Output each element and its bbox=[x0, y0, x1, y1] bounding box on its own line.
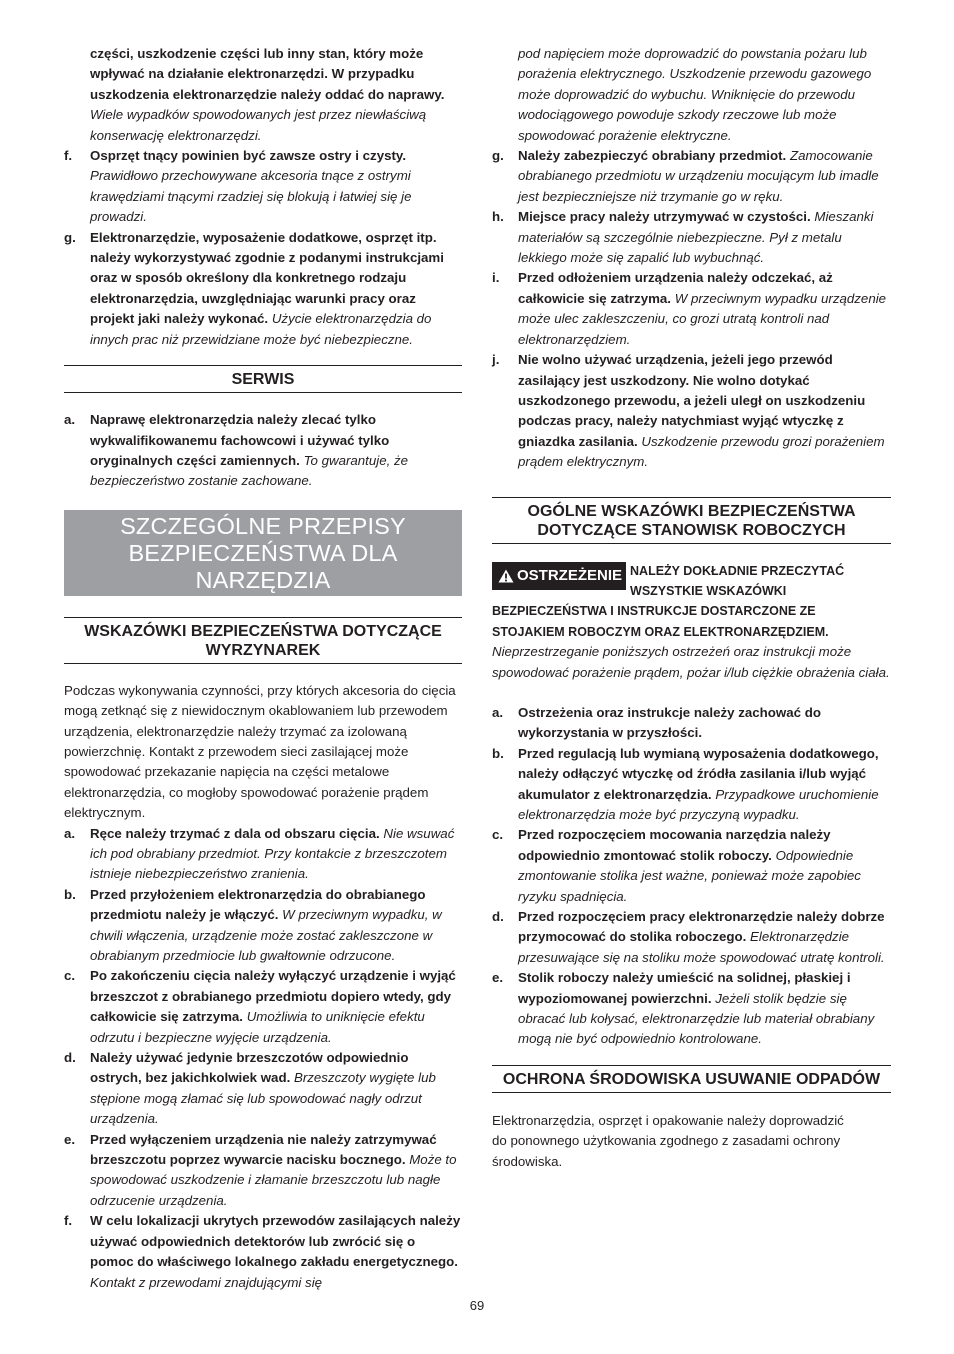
list-item-e bbox=[492, 968, 891, 1050]
list-item-i bbox=[492, 268, 891, 350]
list-item-c bbox=[64, 966, 462, 1048]
item-bold-text: W celu lokalizacji ukrytych przewodów zasilających należy używać odpowiednich detektorów lub zwrócić się o pomoc do właściwego lokalnego zakładu energetycznego. bbox=[90, 1213, 461, 1270]
item-italic-text: Mieszanki materiałów są szczególnie niebezpieczne. Pył z metalu lekkiego może się zapalić lub wybuchnąć. bbox=[518, 209, 874, 266]
item-label: h. bbox=[492, 209, 504, 225]
warning-block bbox=[492, 561, 891, 683]
chapter-banner bbox=[64, 510, 462, 596]
section-intro: Podczas wykonywania czynności, przy których akcesoria do cięcia mogą zetknąć się z niewidocznym okablowaniem lub przewodem urządzenia, elektronarzędzie należy trzymać za izolowaną powierzchnię. Kontakt z przewodem sieci zasilającej może spowodować przekazanie napięcia na części metalowe elektronarzędzia, co mogłoby spowodować porażenie prądem elektrycznym. bbox=[64, 682, 456, 821]
list-item-e bbox=[64, 1130, 462, 1212]
warning-badge bbox=[492, 562, 626, 590]
item-bold-text: Przed odłożeniem urządzenia należy odczekać, aż całkowicie się zatrzyma. bbox=[518, 270, 833, 306]
item-italic-text: pod napięciem może doprowadzić do powstania pożaru lub porażenia elektrycznego. Uszkodzenie przewodu gazowego może doprowadzić do wybuchu. Wniknięcie do przewodu wodociągowego powoduje szkody rzeczowe lub może spowodować porażenie elektryczne. bbox=[518, 46, 872, 143]
item-bold-text: Naprawę elektronarzędzia należy zlecać tylko wykwalifikowanemu fachowcowi i używać tylko oryginalnych części zamiennych. bbox=[90, 412, 390, 468]
warning-italic-text bbox=[492, 642, 891, 683]
list-item-d bbox=[492, 907, 891, 968]
warning-badge-label: OSTRZEŻENIE bbox=[517, 566, 623, 584]
list-item-f-continued bbox=[492, 44, 891, 146]
section-text-ochrona: Elektronarzędzia, osprzęt i opakowanie należy doprowadzić do ponownego użytkowania zgodnego z zasadami ochrony środowiska. bbox=[492, 1112, 844, 1169]
item-italic-text: Zamocowanie obrabianego przedmiotu w urządzeniu mocującym lub imadle jest bezpieczniejsze niż trzymanie go w ręku. bbox=[518, 148, 879, 204]
item-italic-text: W przeciwnym wypadku urządzenie może ulec zakleszczeniu, co grozi utratą kontroli nad elektronarzędziem. bbox=[518, 290, 887, 347]
item-italic-text: Umożliwia to uniknięcie efektu odrzutu i bezpieczne wyjęcie urządzenia. bbox=[90, 1009, 425, 1045]
list-item-b bbox=[492, 744, 891, 826]
item-italic-text: Jeżeli stolik będzie się obracać lub kołysać, elektronarzędzie lub materiał obrabiany mogą nie być odpowiednio kontrolowane. bbox=[518, 990, 875, 1047]
list-item-c bbox=[492, 825, 891, 907]
item-italic-text: Kontakt z przewodami znajdującymi się bbox=[90, 1274, 323, 1290]
item-italic-text: Brzeszczoty wygięte lub stępione mogą złamać się lub spowodować nagły odrzut urządzenia. bbox=[90, 1070, 436, 1127]
list-item-f bbox=[64, 146, 462, 228]
item-bold-text: Osprzęt tnący powinien być zawsze ostry i czysty. bbox=[90, 148, 407, 164]
item-italic-text: Uszkodzenie przewodu grozi porażeniem prądem elektrycznym. bbox=[518, 433, 885, 470]
item-label: j. bbox=[492, 352, 500, 368]
item-bold-text: Należy używać jedynie brzeszczotów odpowiednio ostrych, bez jakichkolwiek wad. bbox=[90, 1050, 409, 1086]
item-italic-text: Prawidłowo przechowywane akcesoria tnące z ostrymi krawędziami tnącymi rzadziej się blokują i łatwiej się je prowadzi. bbox=[90, 168, 412, 225]
item-label: c. bbox=[492, 827, 504, 843]
item-bold-text: części, uszkodzenie części lub inny stan, który może wpływać na działanie elektronarzędzi. W przypadku uszkodzenia elektronarzędzie należy oddać do naprawy. bbox=[90, 46, 445, 102]
item-label: d. bbox=[492, 909, 504, 925]
item-label: e. bbox=[492, 970, 504, 986]
item-label: e. bbox=[64, 1131, 76, 1147]
item-bold-text: Ostrzeżenia oraz instrukcje należy zachować do wykorzystania w przyszłości. bbox=[518, 704, 821, 741]
item-label: i. bbox=[492, 270, 500, 286]
item-bold-text: Przed rozpoczęciem pracy elektronarzędzie należy dobrze przymocować do stolika roboczego. bbox=[518, 909, 885, 945]
list-item-g bbox=[492, 146, 891, 207]
item-label: b. bbox=[64, 886, 76, 902]
banner-line-1: SZCZEGÓLNE PRZEPISY bbox=[120, 512, 406, 539]
section-heading-ochrona: OCHRONA ŚRODOWISKA USUWANIE ODPADÓW bbox=[492, 1065, 891, 1093]
item-italic-text: Wiele wypadków spowodowanych jest przez niewłaściwą konserwację elektronarzędzi. bbox=[90, 107, 427, 143]
list-item-a bbox=[492, 703, 891, 744]
item-label: d. bbox=[64, 1050, 76, 1066]
item-bold-text: Miejsce pracy należy utrzymywać w czystości. bbox=[518, 209, 811, 225]
item-italic-text: Odpowiednie zmontowanie stolika jest ważne, ponieważ może zapobiec ryzyku spadnięcia. bbox=[518, 847, 861, 904]
list-item-b bbox=[64, 885, 462, 967]
item-label: b. bbox=[492, 745, 504, 761]
item-bold-text: Przed regulacją lub wymianą wyposażenia dodatkowego, należy odłączyć wtyczkę od źródła zasilania i/lub wyjąć akumulator z elektronarzędzia. bbox=[518, 745, 879, 802]
item-bold-text: Elektronarzędzie, wyposażenie dodatkowe, osprzęt itp. należy wykorzystywać zgodnie z podanymi instrukcjami oraz w sposób określony dla konkretnego rodzaju elektronarzędzia, uwzględniając warunki pracy oraz projekt jaki należy wykonać. bbox=[90, 229, 444, 327]
page-number: 69 bbox=[469, 1298, 485, 1313]
item-bold-text: Należy zabezpieczyć obrabiany przedmiot. bbox=[518, 148, 787, 164]
item-italic-text: To gwarantuje, że bezpieczeństwo zostanie zachowane. bbox=[90, 452, 409, 489]
section-heading-serwis: SERWIS bbox=[64, 365, 462, 393]
item-bold-text: Ręce należy trzymać z dala od obszaru cięcia. bbox=[90, 825, 380, 841]
banner-line-2: BEZPIECZEŃSTWA DLA NARZĘDZIA bbox=[128, 539, 398, 593]
item-bold-text: Nie wolno używać urządzenia, jeżeli jego przewód zasilający jest uszkodzony. Nie wolno dotykać uszkodzonego przewodu, a jeżeli uległ on uszkodzeniu podczas pracy, należy natychmiast wyjąć wtyczkę z gniazdka zasilania. bbox=[518, 352, 866, 449]
list-item-d bbox=[64, 1048, 462, 1130]
list-item-a bbox=[64, 824, 462, 885]
item-label: a. bbox=[492, 704, 504, 720]
item-label: c. bbox=[64, 968, 76, 984]
item-bold-text: Po zakończeniu cięcia należy wyłączyć urządzenie i wyjąć brzeszczot z obrabianego przedmiotu dopiero wtedy, gdy całkowicie się zatrzyma. bbox=[90, 968, 456, 1025]
list-item-g bbox=[64, 228, 462, 350]
list-item-h bbox=[492, 207, 891, 268]
item-bold-text: Przed rozpoczęciem mocowania narzędzia należy odpowiednio zmontować stolik roboczy. bbox=[518, 827, 831, 863]
item-italic-text: Nie wsuwać ich pod obrabiany przedmiot. Przy kontakcie z brzeszczotem istnieje niebezpieczeństwo zranienia. bbox=[90, 825, 455, 882]
item-label: g. bbox=[64, 229, 76, 245]
item-italic-text: W przeciwnym wypadku, w chwili włączenia, urządzenie może zostać zakleszczone w obrabianym przedmiocie lub gwałtownie odrzucone. bbox=[90, 907, 442, 963]
warning-bold-text: NALEŻY DOKŁADNIE PRZECZYTAĆ WSZYSTKIE WSKAZÓWKI BEZPIECZEŃSTWA I INSTRUKCJE DOSTARCZONE ZE STOJAKIEM ROBOCZYM ORAZ ELEKTRONARZĘDZIEM. bbox=[492, 563, 845, 639]
warning-italic-span: Nieprzestrzeganie poniższych ostrzeżeń oraz instrukcji może spowodować porażenie prądem, pożar i/lub ciężkie obrażenia ciała. bbox=[492, 644, 890, 680]
item-label: f. bbox=[64, 148, 73, 164]
item-label: f. bbox=[64, 1213, 73, 1229]
list-item-e-continued bbox=[64, 44, 462, 146]
left-column bbox=[64, 44, 462, 1293]
item-italic-text: Przypadkowe uruchomienie elektronarzędzia może być przyczyną wypadku. bbox=[518, 786, 879, 822]
list-item-serwis-a bbox=[64, 410, 462, 492]
section-heading-stanowiska: OGÓLNE WSKAZÓWKI BEZPIECZEŃSTWA DOTYCZĄCE STANOWISK ROBOCZYCH bbox=[492, 497, 891, 544]
item-bold-text: Przed wyłączeniem urządzenia nie należy zatrzymywać brzeszczotu poprzez wywarcie nacisku bocznego. bbox=[90, 1131, 437, 1168]
warning-triangle-icon bbox=[498, 569, 514, 583]
section-heading-wyrzynarki: WSKAZÓWKI BEZPIECZEŃSTWA DOTYCZĄCE WYRZYNAREK bbox=[64, 617, 462, 664]
item-bold-text: Przed przyłożeniem elektronarzędzia do obrabianego przedmiotu należy je włączyć. bbox=[90, 886, 426, 923]
item-italic-text: Elektronarzędzie przesuwające się na stoliku może spowodować utratę kontroli. bbox=[518, 929, 885, 965]
right-column bbox=[492, 44, 891, 1172]
item-label: a. bbox=[64, 825, 76, 841]
item-italic-text: Użycie elektronarzędzia do innych prac niż przewidziane może być niebezpieczne. bbox=[90, 311, 432, 347]
list-item-j bbox=[492, 350, 891, 472]
item-label: a. bbox=[64, 412, 76, 428]
item-label: g. bbox=[492, 148, 504, 164]
item-italic-text: Może to spowodować uszkodzenie i złamanie brzeszczotu lub nagłe odrzucenie urządzenia. bbox=[90, 1152, 457, 1208]
list-item-f bbox=[64, 1211, 462, 1293]
item-bold-text: Stolik roboczy należy umieścić na solidnej, płaskiej i wypoziomowanej powierzchni. bbox=[518, 970, 851, 1006]
